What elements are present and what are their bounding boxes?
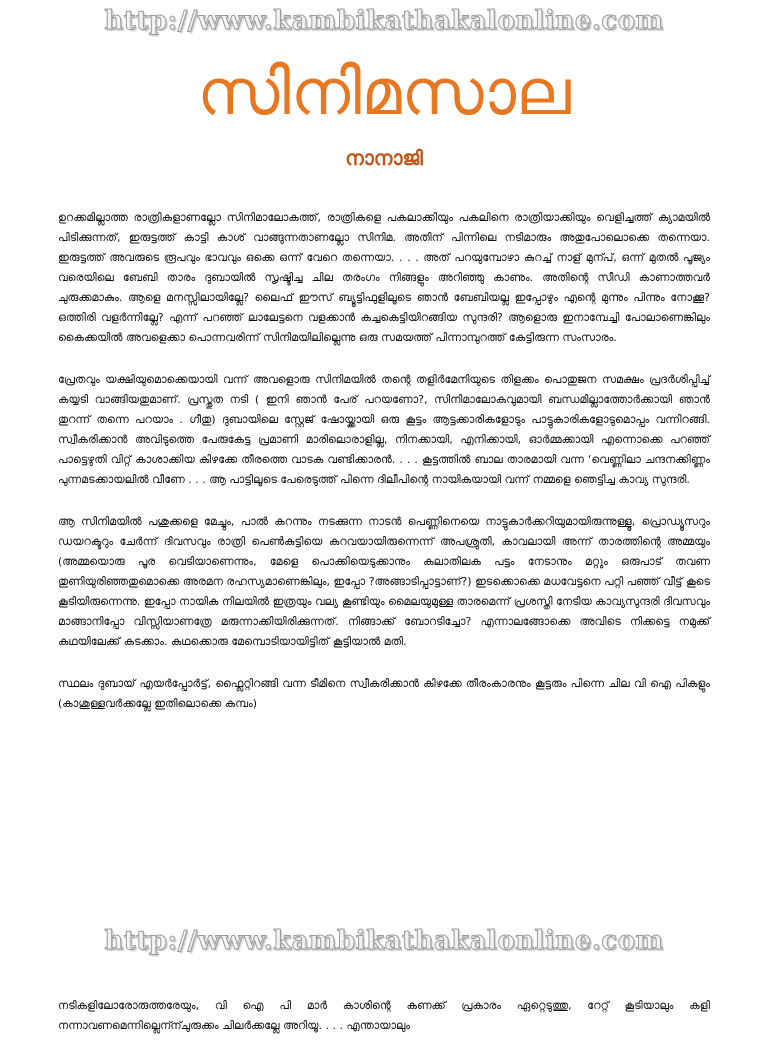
paragraph-4: സ്ഥലം ദുബായ് എയർപ്പോർട്ട്, ഫ്ലൈറ്റിറങ്ങി വന്ന ടീമിനെ സ്വീകരിക്കാൻ കിഴക്കേ തീരംകാരനും കൂട്ടരും പിന്നെ ചില വി ഐ പികളും (കാശുള്ളവർക്കല്ലേ ഇതിലൊക്കെ കമ്പം) (58, 677, 710, 710)
watermark-top: http://www.kambikathakalonline.com (104, 6, 664, 36)
watermark-middle: http://www.kambikathakalonline.com (104, 926, 664, 956)
paragraph-5: നടികളിലോരോരുത്തരേയും, വി ഐ പി മാർ കാശിന്റെ കണക്ക് പ്രകാരം ഏറ്റെടുത്തു, റേറ്റ് കൂടിയാലും കളി നന്നാവണമെന്നില്ലെന്ന്ചുരുക്കം ചിലർക്കല്ലേ അറിയൂ. . . . എന്തായാലും (58, 999, 710, 1032)
story-title: സിനിമസാല (197, 56, 571, 130)
story-continuation (58, 996, 710, 1058)
paragraph-3: ആ സിനിമയിൽ പശുക്കളെ മേച്ചും, പാൽ കറന്നും നടക്കുന്ന നാടൻ പെണ്ണിനെയെ നാട്ടുകാർക്കറിയുമായിരുന്നുള്ളൂ, പ്രൊഡ്യൂസറും ഡയറക്ടറും ചേർന്ന് ദിവസവും രാത്രി പെൺകുട്ടിയെ കറവയായിരുന്നെന്ന് അപശ്രുതി, കാവലായി അന്ന് താരത്തിന്റെ അമ്മയും (അമ്മയൊരു പൂര വെടിയാണെന്നും, മേളെ പൊക്കിയെടുക്കാനും കലാതിലക പട്ടം നേടാനും മറ്റും ഒരുപാട് തവണ തുണിയുരിഞ്ഞതുമൊക്കെ അരമന രഹസ്യമാണെങ്കിലും, ഇപ്പോ ?അങ്ങാടിപ്പാട്ടാണ്?) ഇടക്കൊക്കെ മധവേട്ടനെ പറ്റി പഞ്ഞ് വീട്ട് കൂടെ കൂടിയിരുന്നെന്നു. ഇപ്പോ നായിക നിലയിൽ ഇത്രയും വല്യ കൂണ്ടിയും മൈലയുമുള്ള താരമെന്ന് പ്രശസ്തി നേടിയ കാവ്യസുന്ദരി ദിവസവും മാങ്ങാനിപ്പോ വിസ്സിയാണത്രേ മരുന്നാക്കിയിരിക്കുന്നത്. നിങ്ങാക്ക് ബോറടിച്ചോ? എന്നാലങ്ങോക്കെ അവിടെ നിക്കട്ടെ നമുക്ക് കഥയിലേക്ക് കടക്കാം. കഥക്കൊരു മേമ്പൊടിയായിട്ടിത് കൂട്ടിയാൽ മതി. (58, 515, 710, 648)
paragraph-1: ഉറക്കമില്ലാത്ത രാത്രികളാണല്ലോ സിനിമാലോകത്ത്, രാത്രികളെ പകലാക്കിയും പകലിനെ രാത്രിയാക്കിയും വെളിച്ചത്ത് ക്യാമയിൽ പിടിക്കുന്നത്, ഇരുട്ടത്ത് കാട്ടി കാശ് വാങ്ങുന്നതാണല്ലോ സിനിമ. അതിന് പിന്നിലെ നടിമാരും അതുപോലൊക്കെ തന്നെയാ. ഇരുട്ടത്ത് അവരുടെ രൂപവും ഭാവവും ഒക്കെ ഒന്ന് വേറെ തന്നെയാ. . . . അത് പറയുമ്പോഴാ കുറച്ച് നാള് മുന്പ്, ഒന്ന് മുതൽ പൂജ്യം വരെയിലെ ബേബി താരം ദുബായിൽ സൃഷ്ടിച്ച ചില തരംഗം നിങ്ങളും അറിഞ്ഞു കാണും. അതിന്റെ സീഡി കാണാത്തവർ ചുരുക്കമാകും. ആളെ മനസ്സിലായില്ലേ? ലൈഫ് ഈസ് ബ്യൂട്ടിഫുളിലൂടെ ഞാൻ ബേബിയല്ല ഇപ്പോഴും എന്റെ മുന്നും പിന്നും നോക്കൂ? ഒത്തിരി വളർന്നില്ലേ? എന്ന് പറഞ്ഞ് ലാലേട്ടനെ വളക്കാൻ കച്ചകെട്ടിയിറങ്ങിയ സുന്ദരി? ആളൊരു ഇനാമ്പേച്ചി പോലാണെങ്കിലും കൈക്കയിൽ അവളെക്കാ പൊന്നവരിന്ന് സിനിമയിലില്ലെന്നു ഒരു സമയത്ത് പിന്നാമ്പുറത്ത് കേട്ടിരുന്ന സംസാരം. (58, 211, 710, 344)
author-name: നാനാജി (345, 146, 423, 170)
story-body (58, 208, 710, 736)
paragraph-2: പ്രേതവും യക്ഷിയുമൊക്കെയായി വന്ന് അവളൊരു സിനിമയിൽ തന്റെ തളിർമേനിയുടെ തിളക്കം പൊതുജന സമക്ഷം പ്രദർശിപ്പിച്ച് കയ്യടി വാങ്ങിയതുമാണ്. പ്രസ്തുത നടി ( ഇനി ഞാൻ പേര് പറയണോ?, സിനിമാലോകവുമായി ബന്ധമില്ലാത്തോർക്കായി ഞാൻ തുറന്ന് തന്നെ പറയാം . ഗീതു) ദുബായിലെ സ്റ്റേജ് ഷോയ്ക്കായി ഒരു കൂട്ടം ആട്ടക്കാരികളോടും പാട്ടുകാരികളോടുമൊപ്പം വന്നിറങ്ങി. സ്വീകരിക്കാൻ അവിടുത്തെ പേരുകേട്ട പ്രമാണി മാരിലൊരാളില്ല, നിനക്കായി, എനിക്കായി, ഓർമ്മക്കായി എന്നൊക്കെ പറഞ്ഞ് പാട്ടെഴുതി വിറ്റ് കാശാക്കിയ കിഴക്കേ തീരത്തെ വാടക വണ്ടിക്കാരൻ. . . . കൂട്ടത്തിൽ ബാല താരമായി വന്ന ‘വെണ്ണിലാ ചന്ദനക്കിണ്ണം പുന്നമടക്കായലിൽ വീണേ . . . ആ പാട്ടിലൂടെ പേരെടുത്ത് പിന്നെ ദിലീപിന്റെ നായികയായി വന്ന് നമ്മളെ ഞെട്ടിച്ച കാവ്യ സുന്ദരി. (58, 373, 710, 486)
